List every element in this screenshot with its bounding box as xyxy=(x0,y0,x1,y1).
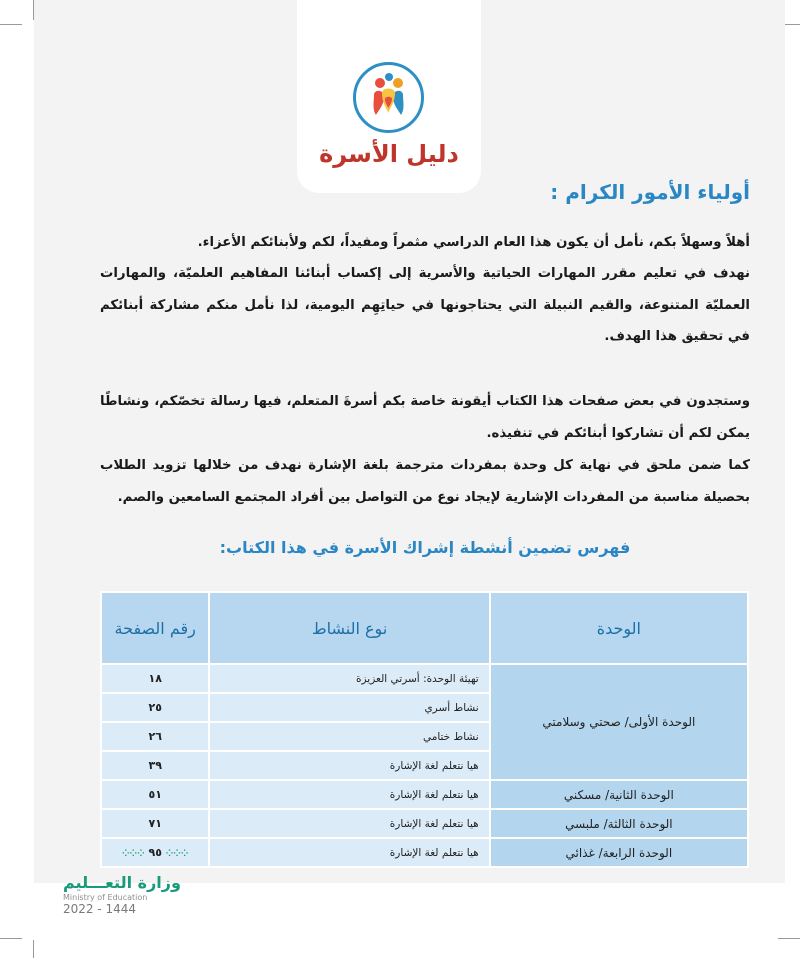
intro-paragraph: أهلاً وسهلاً بكم، نأمل أن يكون هذا العام الدراسي مثمراً ومفيداً، لكم ولأبنائكم الأعزاء. xyxy=(197,235,750,250)
index-title: فهرس تضمين أنشطة إشراك الأسرة في هذا الكتاب: xyxy=(219,538,631,557)
crop-mark xyxy=(778,938,800,939)
ministry-name-en: Ministry of Education xyxy=(63,893,148,902)
page-cell: ١٨ xyxy=(101,664,209,693)
page-cell: ٢٥ xyxy=(101,693,209,722)
activity-cell: تهيئة الوحدة: أسرتي العزيزة xyxy=(209,664,489,693)
edition-year: 2022 - 1444 xyxy=(63,902,137,916)
ministry-name-ar: وزارة التعـــليم xyxy=(63,873,181,892)
goal-paragraph: نهدف في تعليم مقرر المهارات الحياتية والأسرية إلى إكساب أبنائنا المفاهيم العلميّة، والمهارات العمليّة المتنوعة، والقيم النبيلة التي يحتاجونها في حياتِهِم اليومية، لذا نأمل منكم مشاركة أبنائكم في تحقيق هذا الهدف. xyxy=(100,266,750,344)
page-number: ٩٥ xyxy=(148,846,162,859)
icon-paragraph: وستجدون في بعض صفحات هذا الكتاب أيقونة خاصة بكم أسرةَ المتعلم، فيها رسالة تخصّكم، ونشاطًا يمكن لكم أن تشاركوا أبنائكم في تنفيذه. xyxy=(100,394,750,441)
header-activity: نوع النشاط xyxy=(209,592,489,664)
table-row xyxy=(101,809,748,838)
activity-cell: هيا نتعلم لغة الإشارة xyxy=(209,838,489,867)
unit-cell: الوحدة الأولى/ صحتي وسلامتي xyxy=(490,664,748,780)
header-page: رقم الصفحة xyxy=(101,592,209,664)
activity-cell: هيا نتعلم لغة الإشارة xyxy=(209,780,489,809)
page-cell: ٥١ xyxy=(101,780,209,809)
table-header-row xyxy=(101,592,748,664)
table-row xyxy=(101,780,748,809)
page-cell-last xyxy=(101,838,209,867)
section-heading: أولياء الأمور الكرام : xyxy=(550,180,750,204)
sign-language-paragraph: كما ضمن ملحق في نهاية كل وحدة بمفردات مترجمة بلغة الإشارة نهدف من خلالها تزويد الطلاب بحصيلة مناسبة من المفردات الإشارية لإيجاد نوع من التواصل بين أفراد المجتمع السامعين والصم. xyxy=(100,458,750,505)
activity-cell: هيا نتعلم لغة الإشارة xyxy=(209,809,489,838)
activity-cell: نشاط ختامي xyxy=(209,722,489,751)
ministry-logo xyxy=(63,873,181,916)
activity-cell: هيا نتعلم لغة الإشارة xyxy=(209,751,489,780)
family-hearts-icon xyxy=(353,62,424,133)
unit-cell: الوحدة الثانية/ مسكني xyxy=(490,780,748,809)
page-cell: ٧١ xyxy=(101,809,209,838)
table-row xyxy=(101,838,748,867)
crop-mark xyxy=(0,24,22,25)
crop-mark xyxy=(33,940,34,958)
page-cell: ٣٩ xyxy=(101,751,209,780)
page-title: دليل الأسرة xyxy=(319,140,459,168)
activity-cell: نشاط أسري xyxy=(209,693,489,722)
header-unit: الوحدة xyxy=(490,592,748,664)
unit-cell: الوحدة الرابعة/ غذائي xyxy=(490,838,748,867)
watermark-dots-icon: ⁘⁘⁘ xyxy=(165,849,189,859)
watermark-dots-icon: ⁘⁘⁘ xyxy=(122,849,145,859)
table-row xyxy=(101,664,748,693)
crop-mark xyxy=(0,938,22,939)
unit-cell: الوحدة الثالثة/ ملبسي xyxy=(490,809,748,838)
family-activities-table xyxy=(100,591,749,868)
page-cell: ٢٦ xyxy=(101,722,209,751)
